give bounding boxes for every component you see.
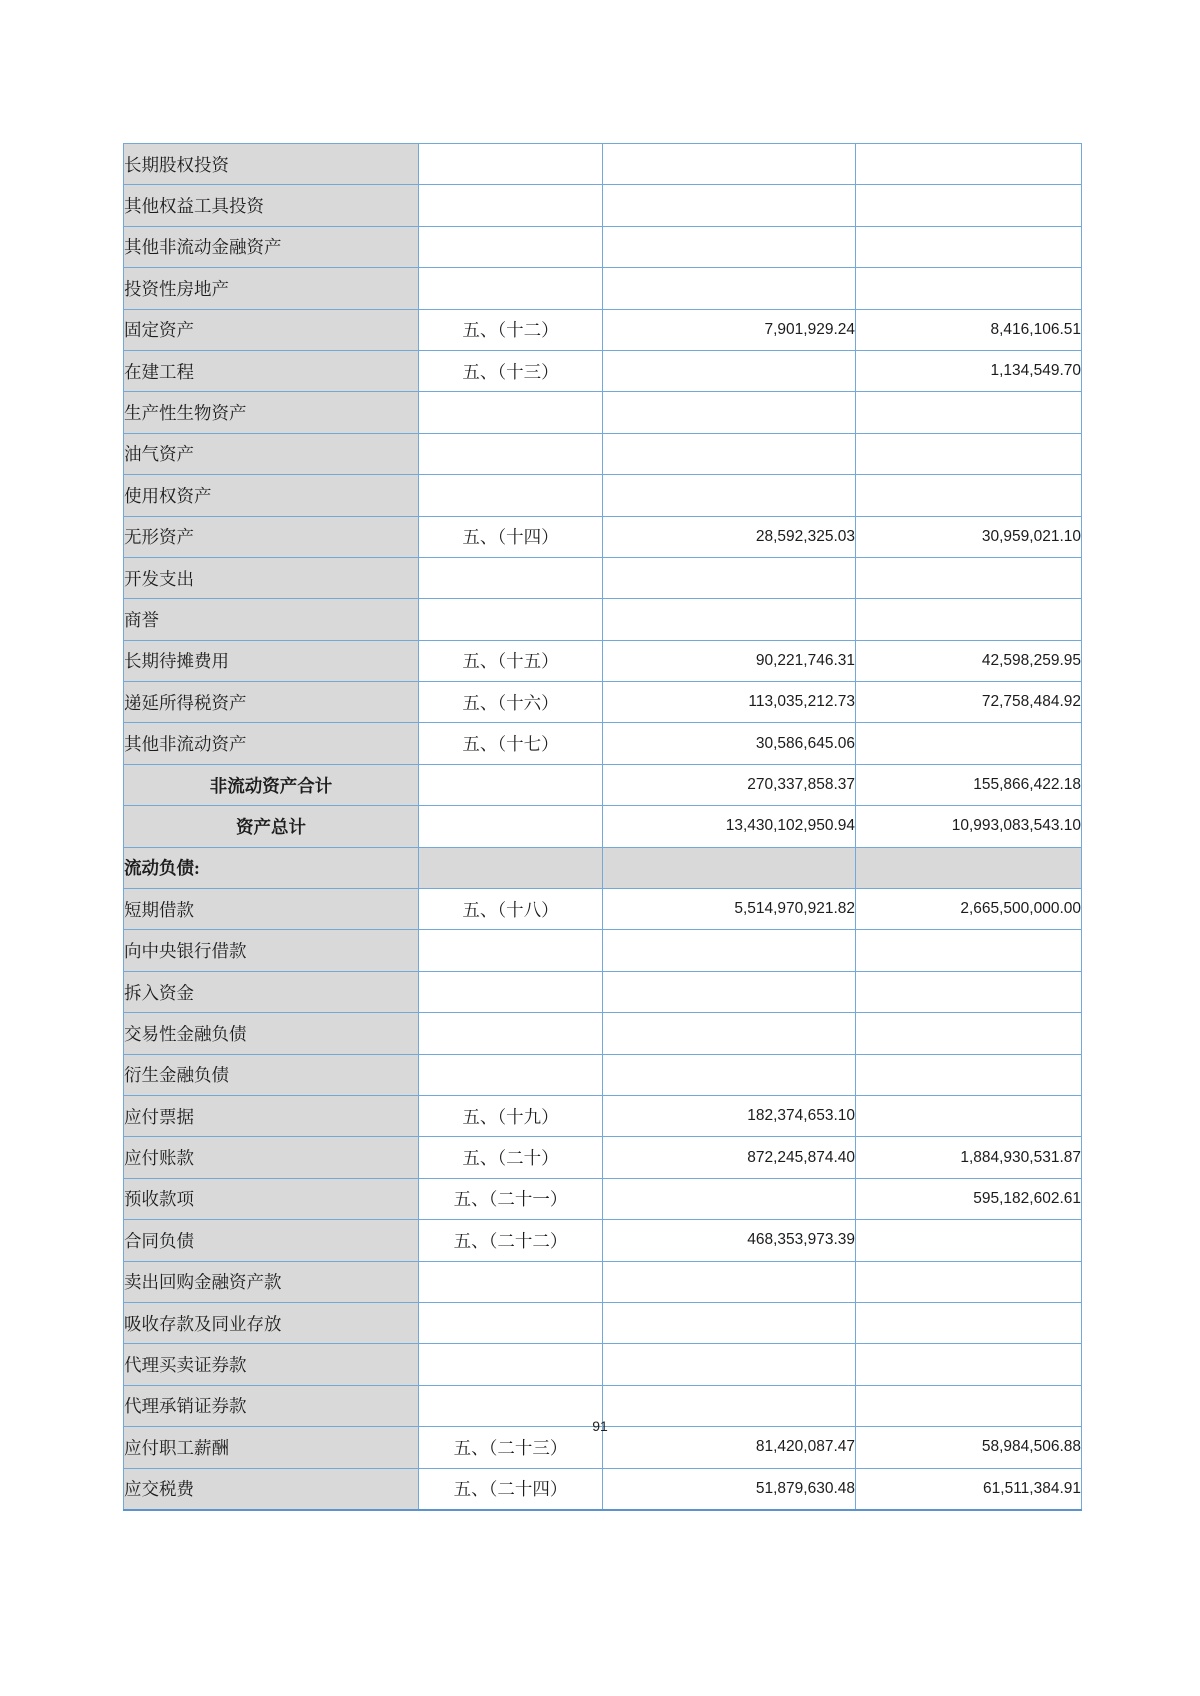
cell-item: 长期待摊费用 bbox=[124, 640, 419, 681]
table-row bbox=[124, 723, 1082, 764]
cell-current bbox=[603, 1302, 856, 1343]
cell-note bbox=[419, 1054, 603, 1095]
cell-item: 其他权益工具投资 bbox=[124, 185, 419, 226]
cell-current bbox=[603, 847, 856, 888]
cell-item: 在建工程 bbox=[124, 350, 419, 391]
cell-current bbox=[603, 1344, 856, 1385]
cell-note: 五、（二十） bbox=[419, 1137, 603, 1178]
cell-note bbox=[419, 557, 603, 598]
cell-prior bbox=[856, 433, 1082, 474]
cell-note bbox=[419, 930, 603, 971]
cell-current bbox=[603, 1261, 856, 1302]
cell-item: 吸收存款及同业存放 bbox=[124, 1302, 419, 1343]
table-row bbox=[124, 1220, 1082, 1261]
cell-note bbox=[419, 847, 603, 888]
table-row bbox=[124, 1013, 1082, 1054]
table-row bbox=[124, 557, 1082, 598]
cell-current: 81,420,087.47 bbox=[603, 1427, 856, 1468]
cell-item: 油气资产 bbox=[124, 433, 419, 474]
cell-current bbox=[603, 268, 856, 309]
cell-prior bbox=[856, 392, 1082, 433]
table-row bbox=[124, 682, 1082, 723]
cell-prior bbox=[856, 185, 1082, 226]
cell-item: 资产总计 bbox=[124, 806, 419, 847]
cell-note: 五、（二十二） bbox=[419, 1220, 603, 1261]
cell-current bbox=[603, 1178, 856, 1219]
cell-item: 代理承销证券款 bbox=[124, 1385, 419, 1426]
cell-item: 固定资产 bbox=[124, 309, 419, 350]
cell-note bbox=[419, 185, 603, 226]
cell-item: 无形资产 bbox=[124, 516, 419, 557]
cell-item: 其他非流动资产 bbox=[124, 723, 419, 764]
table-row bbox=[124, 806, 1082, 847]
cell-item: 卖出回购金融资产款 bbox=[124, 1261, 419, 1302]
table-row bbox=[124, 350, 1082, 391]
table-row bbox=[124, 1302, 1082, 1343]
cell-note bbox=[419, 1013, 603, 1054]
cell-prior: 10,993,083,543.10 bbox=[856, 806, 1082, 847]
table-row bbox=[124, 1178, 1082, 1219]
table-row bbox=[124, 516, 1082, 557]
table-row bbox=[124, 475, 1082, 516]
cell-note bbox=[419, 599, 603, 640]
cell-item: 流动负债: bbox=[124, 847, 419, 888]
cell-item: 短期借款 bbox=[124, 889, 419, 930]
balance-sheet-table bbox=[123, 143, 1082, 1511]
cell-current: 270,337,858.37 bbox=[603, 764, 856, 805]
cell-note bbox=[419, 433, 603, 474]
balance-sheet-body bbox=[124, 144, 1082, 1510]
cell-prior bbox=[856, 1013, 1082, 1054]
cell-note bbox=[419, 475, 603, 516]
cell-prior bbox=[856, 226, 1082, 267]
cell-item: 商誉 bbox=[124, 599, 419, 640]
cell-note: 五、（二十一） bbox=[419, 1178, 603, 1219]
cell-prior: 42,598,259.95 bbox=[856, 640, 1082, 681]
cell-prior bbox=[856, 1220, 1082, 1261]
cell-current bbox=[603, 599, 856, 640]
cell-item: 生产性生物资产 bbox=[124, 392, 419, 433]
cell-item: 开发支出 bbox=[124, 557, 419, 598]
cell-current bbox=[603, 144, 856, 185]
cell-current bbox=[603, 971, 856, 1012]
table-row bbox=[124, 144, 1082, 185]
table-row bbox=[124, 971, 1082, 1012]
cell-prior bbox=[856, 723, 1082, 764]
cell-current bbox=[603, 1054, 856, 1095]
cell-item: 其他非流动金融资产 bbox=[124, 226, 419, 267]
cell-note: 五、（十四） bbox=[419, 516, 603, 557]
table-row bbox=[124, 185, 1082, 226]
cell-prior: 2,665,500,000.00 bbox=[856, 889, 1082, 930]
cell-current: 113,035,212.73 bbox=[603, 682, 856, 723]
cell-note bbox=[419, 806, 603, 847]
cell-current bbox=[603, 930, 856, 971]
cell-note bbox=[419, 392, 603, 433]
cell-prior bbox=[856, 1344, 1082, 1385]
cell-prior bbox=[856, 268, 1082, 309]
cell-item: 拆入资金 bbox=[124, 971, 419, 1012]
cell-item: 代理买卖证券款 bbox=[124, 1344, 419, 1385]
cell-current: 182,374,653.10 bbox=[603, 1095, 856, 1136]
cell-current: 28,592,325.03 bbox=[603, 516, 856, 557]
cell-prior bbox=[856, 1261, 1082, 1302]
table-row bbox=[124, 764, 1082, 805]
cell-current bbox=[603, 185, 856, 226]
cell-prior: 8,416,106.51 bbox=[856, 309, 1082, 350]
cell-current bbox=[603, 226, 856, 267]
cell-current bbox=[603, 433, 856, 474]
table-row bbox=[124, 930, 1082, 971]
cell-item: 应付票据 bbox=[124, 1095, 419, 1136]
cell-current bbox=[603, 392, 856, 433]
cell-note: 五、（十九） bbox=[419, 1095, 603, 1136]
cell-note bbox=[419, 764, 603, 805]
cell-note: 五、（十三） bbox=[419, 350, 603, 391]
cell-prior: 72,758,484.92 bbox=[856, 682, 1082, 723]
cell-note bbox=[419, 1261, 603, 1302]
table-row bbox=[124, 889, 1082, 930]
cell-item: 递延所得税资产 bbox=[124, 682, 419, 723]
cell-prior bbox=[856, 144, 1082, 185]
cell-note: 五、（十二） bbox=[419, 309, 603, 350]
cell-note: 五、（十七） bbox=[419, 723, 603, 764]
cell-prior bbox=[856, 557, 1082, 598]
cell-prior: 155,866,422.18 bbox=[856, 764, 1082, 805]
cell-prior bbox=[856, 930, 1082, 971]
cell-item: 长期股权投资 bbox=[124, 144, 419, 185]
cell-note bbox=[419, 971, 603, 1012]
cell-prior: 30,959,021.10 bbox=[856, 516, 1082, 557]
cell-current: 468,353,973.39 bbox=[603, 1220, 856, 1261]
cell-prior: 58,984,506.88 bbox=[856, 1427, 1082, 1468]
cell-note: 五、（二十三） bbox=[419, 1427, 603, 1468]
cell-current bbox=[603, 557, 856, 598]
cell-prior bbox=[856, 1054, 1082, 1095]
cell-current: 13,430,102,950.94 bbox=[603, 806, 856, 847]
cell-current: 7,901,929.24 bbox=[603, 309, 856, 350]
cell-current bbox=[603, 475, 856, 516]
cell-note bbox=[419, 1344, 603, 1385]
table-row bbox=[124, 1054, 1082, 1095]
table-row bbox=[124, 392, 1082, 433]
cell-note: 五、（十八） bbox=[419, 889, 603, 930]
cell-current bbox=[603, 350, 856, 391]
table-row bbox=[124, 599, 1082, 640]
cell-current: 51,879,630.48 bbox=[603, 1468, 856, 1510]
table-row bbox=[124, 640, 1082, 681]
table-row bbox=[124, 1468, 1082, 1510]
cell-note bbox=[419, 1302, 603, 1343]
cell-item: 使用权资产 bbox=[124, 475, 419, 516]
table-row bbox=[124, 1261, 1082, 1302]
table-row bbox=[124, 268, 1082, 309]
cell-prior bbox=[856, 1302, 1082, 1343]
cell-current: 90,221,746.31 bbox=[603, 640, 856, 681]
cell-note bbox=[419, 144, 603, 185]
cell-current: 872,245,874.40 bbox=[603, 1137, 856, 1178]
cell-prior bbox=[856, 1095, 1082, 1136]
cell-item: 预收款项 bbox=[124, 1178, 419, 1219]
page-number: 91 bbox=[592, 1418, 608, 1434]
cell-item: 合同负债 bbox=[124, 1220, 419, 1261]
cell-note bbox=[419, 226, 603, 267]
table-row bbox=[124, 847, 1082, 888]
cell-note bbox=[419, 268, 603, 309]
cell-item: 向中央银行借款 bbox=[124, 930, 419, 971]
cell-prior bbox=[856, 971, 1082, 1012]
cell-prior: 1,884,930,531.87 bbox=[856, 1137, 1082, 1178]
table-row bbox=[124, 1344, 1082, 1385]
cell-note: 五、（十五） bbox=[419, 640, 603, 681]
cell-prior: 1,134,549.70 bbox=[856, 350, 1082, 391]
table-row bbox=[124, 226, 1082, 267]
cell-item: 非流动资产合计 bbox=[124, 764, 419, 805]
cell-prior bbox=[856, 847, 1082, 888]
cell-item: 应付职工薪酬 bbox=[124, 1427, 419, 1468]
cell-note: 五、（十六） bbox=[419, 682, 603, 723]
table-row bbox=[124, 433, 1082, 474]
cell-item: 交易性金融负债 bbox=[124, 1013, 419, 1054]
table-row bbox=[124, 1137, 1082, 1178]
cell-item: 投资性房地产 bbox=[124, 268, 419, 309]
cell-current: 30,586,645.06 bbox=[603, 723, 856, 764]
cell-current: 5,514,970,921.82 bbox=[603, 889, 856, 930]
cell-current bbox=[603, 1013, 856, 1054]
cell-item: 应付账款 bbox=[124, 1137, 419, 1178]
table-row bbox=[124, 309, 1082, 350]
cell-item: 应交税费 bbox=[124, 1468, 419, 1510]
cell-prior: 595,182,602.61 bbox=[856, 1178, 1082, 1219]
cell-item: 衍生金融负债 bbox=[124, 1054, 419, 1095]
cell-prior bbox=[856, 599, 1082, 640]
cell-prior: 61,511,384.91 bbox=[856, 1468, 1082, 1510]
cell-note: 五、（二十四） bbox=[419, 1468, 603, 1510]
table-row bbox=[124, 1095, 1082, 1136]
cell-prior bbox=[856, 475, 1082, 516]
